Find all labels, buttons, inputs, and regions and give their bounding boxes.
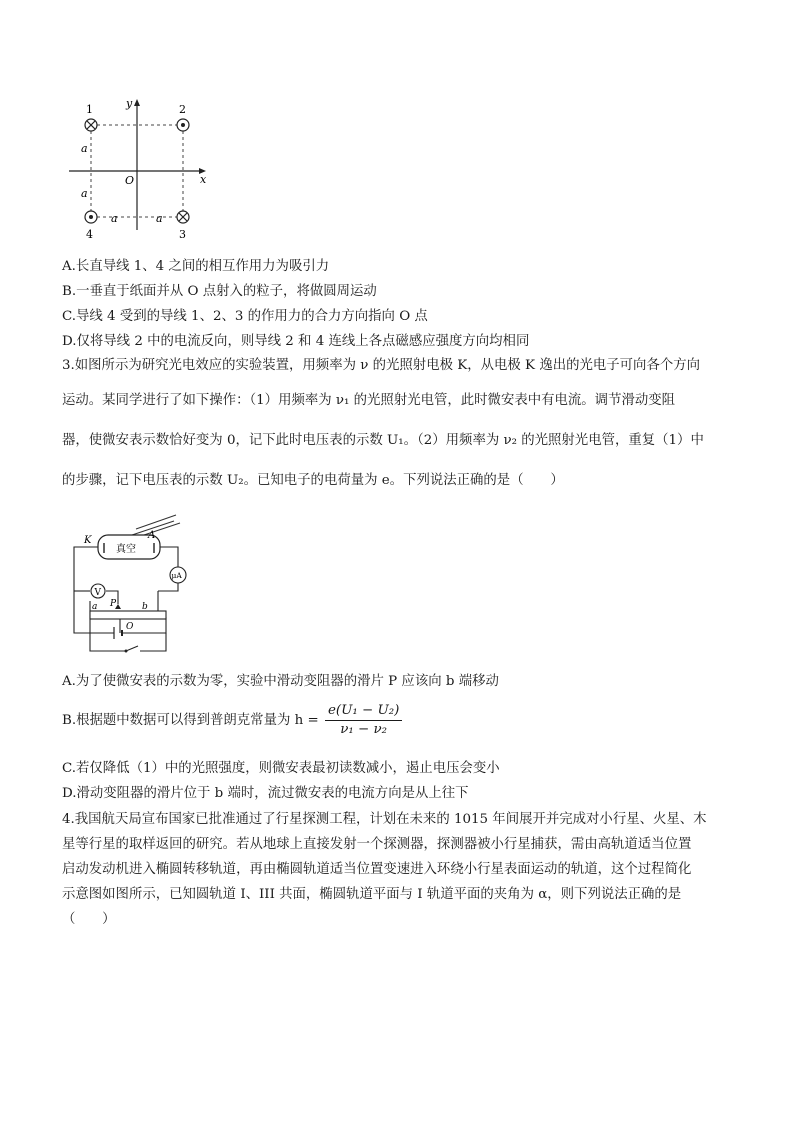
q3-option-b-prefix: B.根据题中数据可以得到普朗克常量为 h = <box>62 713 319 728</box>
slider-label: P <box>110 599 117 609</box>
q2-option-d[interactable]: D.仅将导线 2 中的电流反向，则导线 2 和 4 连线上各点磁感应强度方向均相同 <box>62 334 530 349</box>
q3-stem-line1: 3.如图所示为研究光电效应的实验装置，用频率为 ν 的光照射电极 K，从电极 K 逸出的光电子可向各个方向 <box>62 358 700 373</box>
q4-stem-line3: 启动发动机进入椭圆转移轨道，再由椭圆轨道适当位置变速进入环绕小行星表面运动的轨道，这个过程简化 <box>62 862 692 877</box>
wire3-label: 3 <box>179 228 186 240</box>
q2-option-b[interactable]: B.一垂直于纸面并从 O 点射入的粒子，将做圆周运动 <box>62 284 377 299</box>
end-a-label: a <box>92 602 98 612</box>
wire2-dot-icon <box>177 119 189 131</box>
formula-numerator: e(U₁ − U₂) <box>325 702 402 721</box>
svg-text:μA: μA <box>171 571 182 580</box>
q3-option-d[interactable]: D.滑动变阻器的滑片位于 b 端时，流过微安表的电流方向是从上往下 <box>62 786 469 801</box>
anode-label: A <box>148 530 156 541</box>
a-bottom-left-label: a <box>111 212 118 225</box>
origin-label: O <box>125 174 135 187</box>
q3-stem-line3: 器，使微安表示数恰好变为 0，记下此时电压表的示数 U₁。（2）用频率为 ν₂ 的光照射光电管，重复（1）中 <box>62 433 704 448</box>
q2-option-c[interactable]: C.导线 4 受到的导线 1、2、3 的作用力的合力方向指向 O 点 <box>62 309 428 324</box>
wire4-dot-icon <box>85 211 97 223</box>
wires-diagram <box>64 95 214 240</box>
formula-denominator: ν₁ − ν₂ <box>340 722 388 737</box>
q4-stem-line5: （ ） <box>62 912 116 927</box>
q3-option-a[interactable]: A.为了使微安表的示数为零，实验中滑动变阻器的滑片 P 应该向 b 端移动 <box>62 674 499 689</box>
y-axis-label: y <box>126 97 133 110</box>
q4-stem-line1: 4.我国航天局宣布国家已批准通过了行星探测工程，计划在未来的 1015 年间展开并完成对小行星、火星、木 <box>62 812 707 827</box>
a-bottom-right-label: a <box>156 212 163 225</box>
planck-formula <box>325 702 402 739</box>
end-b-label: b <box>142 602 148 612</box>
q4-stem-line2: 星等行星的取样返回的研究。若从地球上直接发射一个探测器，探测器被小行星捕获，需由高轨道适当位置 <box>62 837 692 852</box>
wire1-cross-icon <box>85 119 97 131</box>
q3-stem-line2: 运动。某同学进行了如下操作：（1）用频率为 ν₁ 的光照射光电管，此时微安表中有电流。调节滑动变阻 <box>62 393 676 408</box>
q4-stem-line4: 示意图如图所示，已知圆轨道 I、III 共面，椭圆轨道平面与 I 轨道平面的夹角为 α，则下列说法正确的是 <box>62 887 682 902</box>
microammeter-icon <box>170 567 186 583</box>
q3-option-b[interactable] <box>62 702 402 739</box>
cathode-label: K <box>84 535 92 546</box>
svg-text:V: V <box>94 588 101 598</box>
photoelectric-circuit-diagram <box>66 513 191 663</box>
a-mid-label: a <box>81 187 88 200</box>
voltmeter-icon <box>91 584 105 598</box>
wire1-label: 1 <box>86 103 93 116</box>
x-axis-label: x <box>200 173 207 186</box>
a-top-label: a <box>81 142 88 155</box>
midpoint-label: O <box>126 622 134 632</box>
wire4-label: 4 <box>86 228 93 240</box>
wire3-cross-icon <box>177 211 189 223</box>
q3-option-c[interactable]: C.若仅降低（1）中的光照强度，则微安表最初读数减小，遏止电压会变小 <box>62 761 500 776</box>
wire2-label: 2 <box>179 103 186 116</box>
tube-label: 真空 <box>116 544 136 555</box>
q2-option-a[interactable]: A.长直导线 1、4 之间的相互作用力为吸引力 <box>62 259 330 274</box>
q3-stem-line4: 的步骤，记下电压表的示数 U₂。已知电子的电荷量为 e。下列说法正确的是（ ） <box>62 473 564 488</box>
